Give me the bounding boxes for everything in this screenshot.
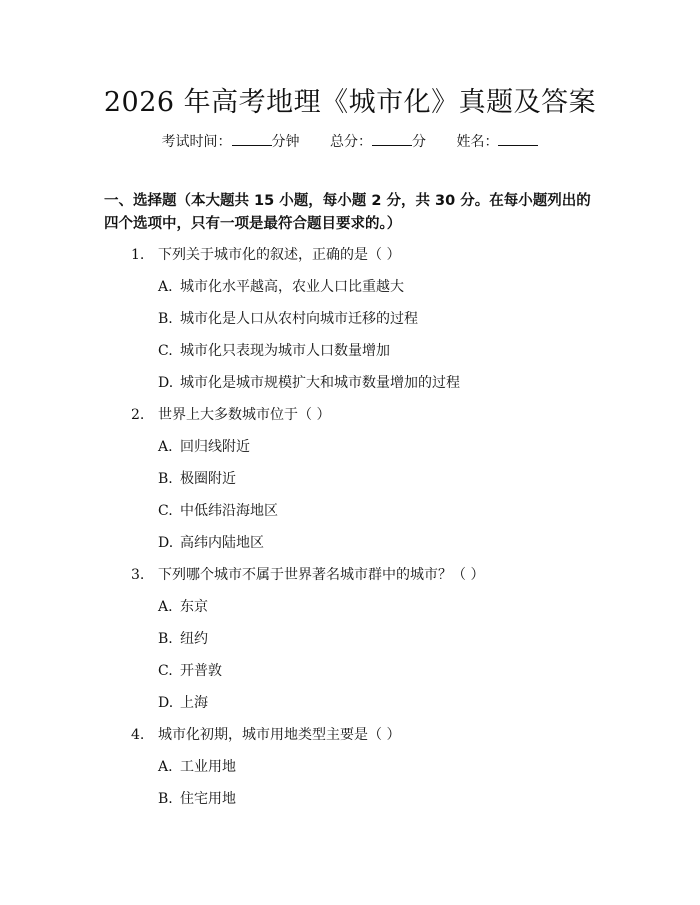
option-text: 城市化是人口从农村向城市迁移的过程 bbox=[180, 311, 418, 327]
question-4 bbox=[131, 724, 400, 744]
page-title: 2026 年高考地理《城市化》真题及答案 bbox=[103, 87, 597, 118]
option-text: 城市化水平越高，农业人口比重越大 bbox=[180, 279, 404, 295]
student-name-label: 姓名： bbox=[456, 134, 499, 150]
exam-time-field bbox=[162, 131, 300, 151]
option-letter: A. bbox=[158, 759, 173, 775]
section-heading: 一、选择题（本大题共 15 小题，每小题 2 分，共 30 分。在每小题列出的四个选项中，只有一项是最符合题目要求的。） bbox=[104, 193, 591, 232]
q3-option-c bbox=[158, 660, 222, 680]
question-number: 3. bbox=[131, 567, 145, 583]
question-number: 2. bbox=[131, 407, 145, 423]
total-score-field bbox=[330, 131, 426, 151]
total-score-unit: 分 bbox=[412, 134, 426, 150]
option-text: 开普敦 bbox=[180, 663, 222, 679]
option-letter: D. bbox=[158, 535, 174, 551]
option-letter: A. bbox=[158, 279, 173, 295]
option-letter: B. bbox=[158, 791, 173, 807]
q3-option-a bbox=[158, 596, 208, 616]
question-number: 1. bbox=[131, 247, 145, 263]
option-text: 住宅用地 bbox=[180, 791, 236, 807]
option-text: 工业用地 bbox=[180, 759, 236, 775]
option-letter: B. bbox=[158, 631, 173, 647]
option-text: 城市化是城市规模扩大和城市数量增加的过程 bbox=[180, 375, 460, 391]
option-letter: D. bbox=[158, 375, 174, 391]
option-text: 中低纬沿海地区 bbox=[180, 503, 278, 519]
option-text: 纽约 bbox=[180, 631, 208, 647]
option-letter: C. bbox=[158, 503, 173, 519]
option-text: 城市化只表现为城市人口数量增加 bbox=[180, 343, 390, 359]
exam-time-unit: 分钟 bbox=[271, 134, 300, 150]
question-text: 世界上大多数城市位于（ ） bbox=[158, 407, 331, 423]
q1-option-a bbox=[158, 276, 404, 296]
total-score-blank bbox=[372, 133, 412, 146]
q4-option-b bbox=[158, 788, 236, 808]
exam-info-line bbox=[0, 131, 700, 151]
q3-option-d bbox=[158, 692, 208, 712]
question-2 bbox=[131, 404, 330, 424]
option-letter: D. bbox=[158, 695, 174, 711]
q1-option-c bbox=[158, 340, 390, 360]
option-letter: A. bbox=[158, 439, 173, 455]
option-text: 东京 bbox=[180, 599, 208, 615]
option-text: 回归线附近 bbox=[180, 439, 250, 455]
option-letter: C. bbox=[158, 343, 173, 359]
question-number: 4. bbox=[131, 727, 145, 743]
option-text: 高纬内陆地区 bbox=[180, 535, 264, 551]
q1-option-b bbox=[158, 308, 418, 328]
exam-time-label: 考试时间： bbox=[161, 134, 232, 150]
option-text: 极圈附近 bbox=[180, 471, 236, 487]
option-letter: B. bbox=[158, 471, 173, 487]
q2-option-a bbox=[158, 436, 250, 456]
q2-option-d bbox=[158, 532, 264, 552]
q1-option-d bbox=[158, 372, 460, 392]
student-name-field bbox=[456, 131, 538, 151]
q2-option-c bbox=[158, 500, 278, 520]
exam-time-blank bbox=[232, 133, 272, 146]
question-1 bbox=[131, 244, 400, 264]
option-text: 上海 bbox=[180, 695, 208, 711]
question-text: 下列哪个城市不属于世界著名城市群中的城市？（ ） bbox=[158, 567, 485, 583]
student-name-blank bbox=[498, 133, 538, 146]
question-text: 下列关于城市化的叙述，正确的是（ ） bbox=[158, 247, 401, 263]
q3-option-b bbox=[158, 628, 208, 648]
option-letter: B. bbox=[158, 311, 173, 327]
question-3 bbox=[131, 564, 484, 584]
total-score-label: 总分： bbox=[330, 134, 372, 150]
option-letter: A. bbox=[158, 599, 173, 615]
q4-option-a bbox=[158, 756, 236, 776]
option-letter: C. bbox=[158, 663, 173, 679]
question-text: 城市化初期，城市用地类型主要是（ ） bbox=[158, 727, 401, 743]
q2-option-b bbox=[158, 468, 236, 488]
